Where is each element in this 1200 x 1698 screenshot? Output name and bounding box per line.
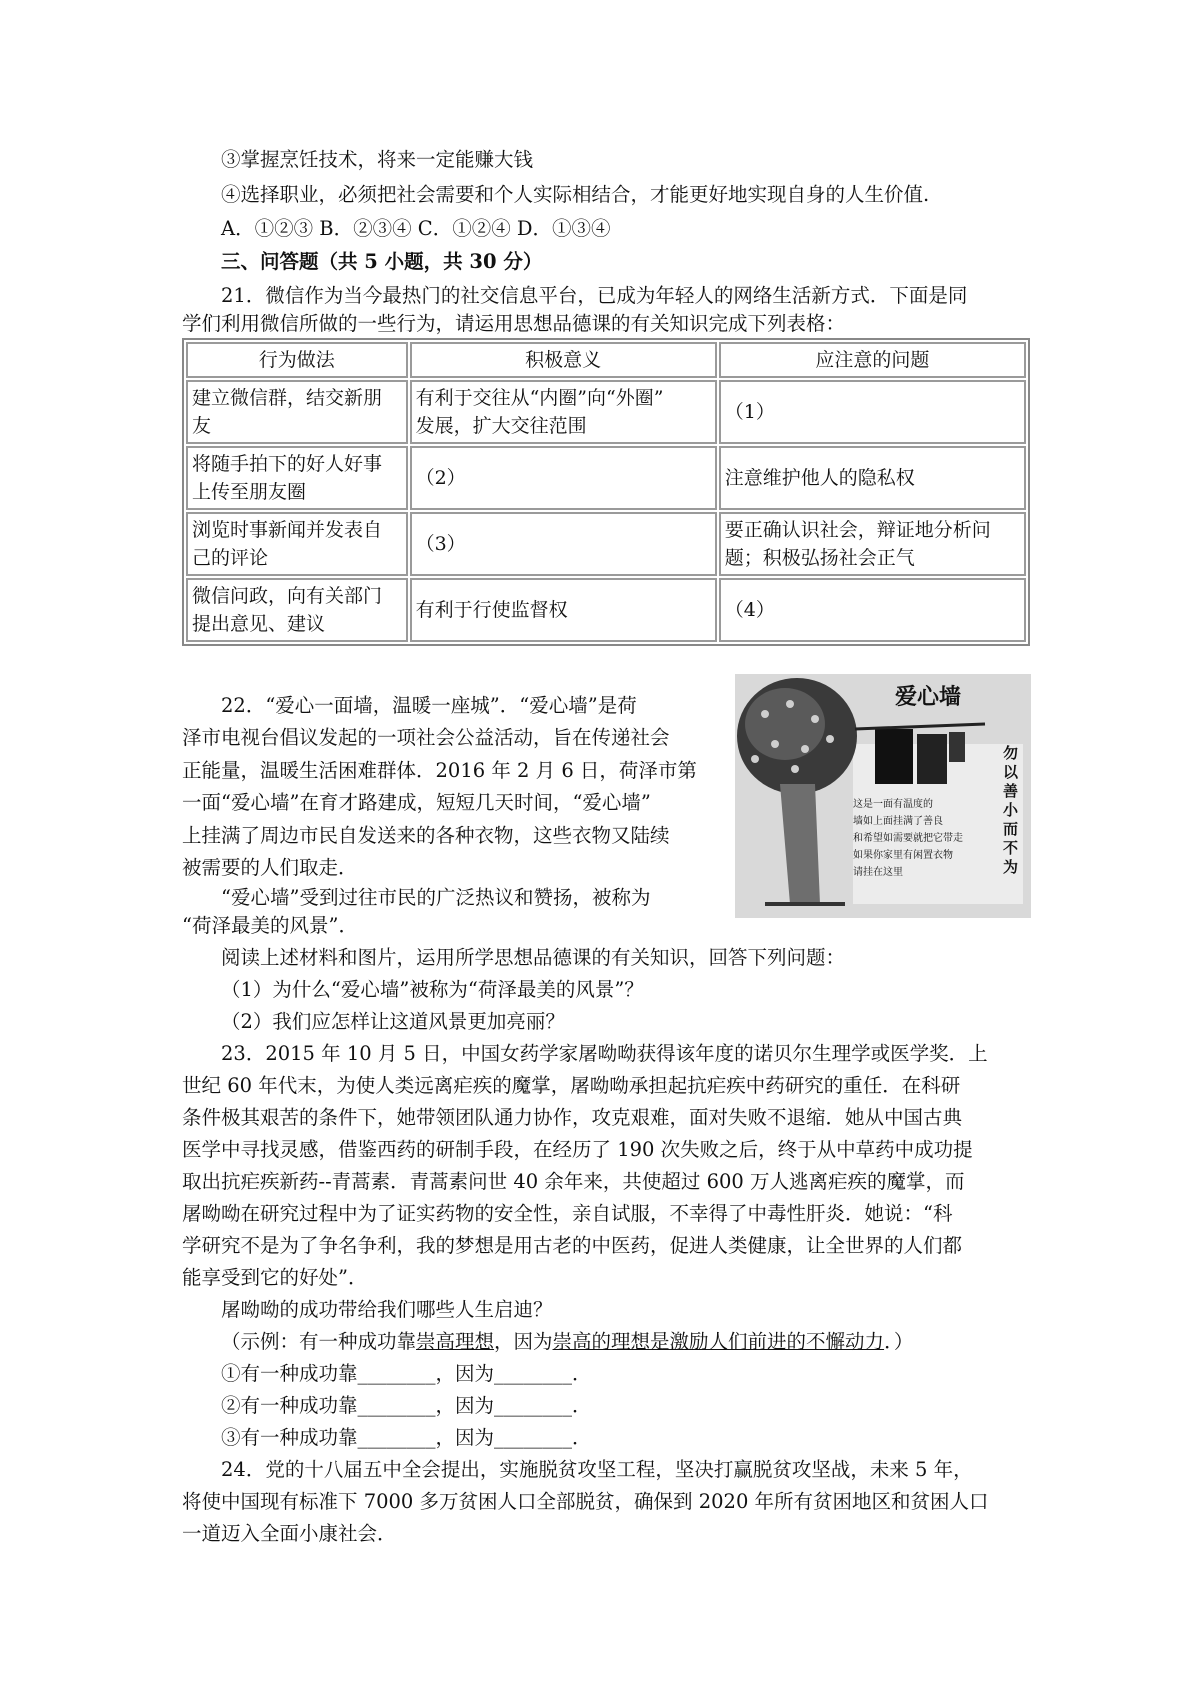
love-wall-notice: 这是一面有温度的 墙如上面挂满了善良 和希望如需要就把它带走 如果你家里有闲置衣物 请挂在这里 [853, 799, 963, 878]
q23-blank-2: ②有一种成功靠________，因为________． [221, 1394, 592, 1417]
table-header: 应注意的问题 [719, 342, 1026, 378]
table-cell: 浏览时事新闻并发表自 己的评论 [186, 512, 408, 576]
q22-line: 22．“爱心一面墙，温暖一座城”．“爱心墙”是荷 [221, 694, 637, 717]
table-row [186, 578, 1026, 642]
table-row [186, 446, 1026, 510]
q24-line: 一道迈入全面小康社会． [182, 1522, 397, 1545]
table-header: 积极意义 [410, 342, 717, 378]
love-wall-title: 爱心墙 [895, 684, 962, 710]
q23-blank-3: ③有一种成功靠________，因为________． [221, 1426, 592, 1449]
q23-example: （示例：有一种成功靠崇高理想，因为崇高的理想是激励人们前进的不懈动力．） [221, 1330, 914, 1353]
q22-line: 泽市电视台倡议发起的一项社会公益活动，旨在传递社会 [182, 726, 670, 749]
table-cell: 要正确认识社会，辩证地分析问 题；积极弘扬社会正气 [719, 512, 1026, 576]
table-cell: （4） [719, 578, 1026, 642]
q22-line: 被需要的人们取走． [182, 856, 358, 879]
q20-choices: A．①②③ B．②③④ C．①②④ D．①③④ [221, 217, 611, 240]
q22-line: 一面“爱心墙”在育才路建成，短短几天时间，“爱心墙” [182, 791, 651, 814]
q23-line: 取出抗疟疾新药--青蒿素．青蒿素问世 40 余年来，共使超过 600 万人逃离疟疾的魔掌，而 [182, 1170, 965, 1193]
table-cell: 微信问政，向有关部门 提出意见、建议 [186, 578, 408, 642]
q20-option-4: ④选择职业，必须把社会需要和个人实际相结合，才能更好地实现自身的人生价值. [221, 183, 930, 206]
q20-option-3: ③掌握烹饪技术，将来一定能赚大钱 [221, 148, 534, 171]
table-row [186, 380, 1026, 444]
q23-line: 23．2015 年 10 月 5 日，中国女药学家屠呦呦获得该年度的诺贝尔生理学或医学奖．上 [221, 1042, 988, 1065]
q21-table [182, 338, 1030, 646]
table-cell: （2） [410, 446, 717, 510]
table-cell: 建立微信群，结交新朋 友 [186, 380, 408, 444]
table-cell: 注意维护他人的隐私权 [719, 446, 1026, 510]
table-header: 行为做法 [186, 342, 408, 378]
q23-blank-1: ①有一种成功靠________，因为________． [221, 1362, 592, 1385]
q24-line: 24．党的十八届五中全会提出，实施脱贫攻坚工程，坚决打赢脱贫攻坚战，未来 5 年， [221, 1458, 973, 1481]
table-row [186, 512, 1026, 576]
q23-line: 学研究不是为了争名争利，我的梦想是用古老的中医药，促进人类健康，让全世界的人们都 [182, 1234, 963, 1257]
q23-line: 医学中寻找灵感，借鉴西药的研制手段，在经历了 190 次失败之后，终于从中草药中成功提 [182, 1138, 973, 1161]
q21-text-line1: 21．微信作为当今最热门的社交信息平台，已成为年轻人的网络生活新方式．下面是同 [221, 284, 968, 307]
table-cell: 将随手拍下的好人好事 上传至朋友圈 [186, 446, 408, 510]
q22-line: “荷泽最美的风景”． [182, 914, 358, 937]
q22-question-1: （1）为什么“爱心墙”被称为“荷泽最美的风景”？ [221, 978, 644, 1001]
q22-line: “爱心墙”受到过往市民的广泛热议和赞扬，被称为 [221, 886, 651, 909]
q23-line: 屠呦呦在研究过程中为了证实药物的安全性，亲自试服，不幸得了中毒性肝炎．她说：“科 [182, 1202, 953, 1225]
q23-line: 能享受到它的好处”． [182, 1266, 368, 1289]
q22-question-2: （2）我们应怎样让这道风景更加亮丽？ [221, 1010, 565, 1033]
love-wall-illustration [735, 674, 1031, 918]
q22-line: 正能量，温暖生活困难群体．2016 年 2 月 6 日，荷泽市第 [182, 759, 697, 782]
table-cell: 有利于交往从“内圈”向“外圈” 发展，扩大交往范围 [410, 380, 717, 444]
table-cell: （1） [719, 380, 1026, 444]
q23-line: 世纪 60 年代末，为使人类远离疟疾的魔掌，屠呦呦承担起抗疟疾中药研究的重任．在科研 [182, 1074, 961, 1097]
table-cell: 有利于行使监督权 [410, 578, 717, 642]
q22-line: 上挂满了周边市民自发送来的各种衣物，这些衣物又陆续 [182, 824, 670, 847]
table-cell: （3） [410, 512, 717, 576]
q24-line: 将使中国现有标准下 7000 多万贫困人口全部脱贫，确保到 2020 年所有贫困地区和贫困人口 [182, 1490, 989, 1513]
q23-question: 屠呦呦的成功带给我们哪些人生启迪？ [221, 1298, 553, 1321]
section-title: 三、问答题（共 5 小题，共 30 分） [221, 250, 543, 273]
q22-line: 阅读上述材料和图片，运用所学思想品德课的有关知识，回答下列问题： [221, 946, 846, 969]
q23-line: 条件极其艰苦的条件下，她带领团队通力协作，攻克艰难，面对失败不退缩．她从中国古典 [182, 1106, 963, 1129]
q21-text-line2: 学们利用微信所做的一些行为，请运用思想品德课的有关知识完成下列表格： [182, 312, 846, 335]
love-wall-side-slogan: 勿以善小而不为 [1003, 744, 1019, 876]
table-header-row [186, 342, 1026, 378]
